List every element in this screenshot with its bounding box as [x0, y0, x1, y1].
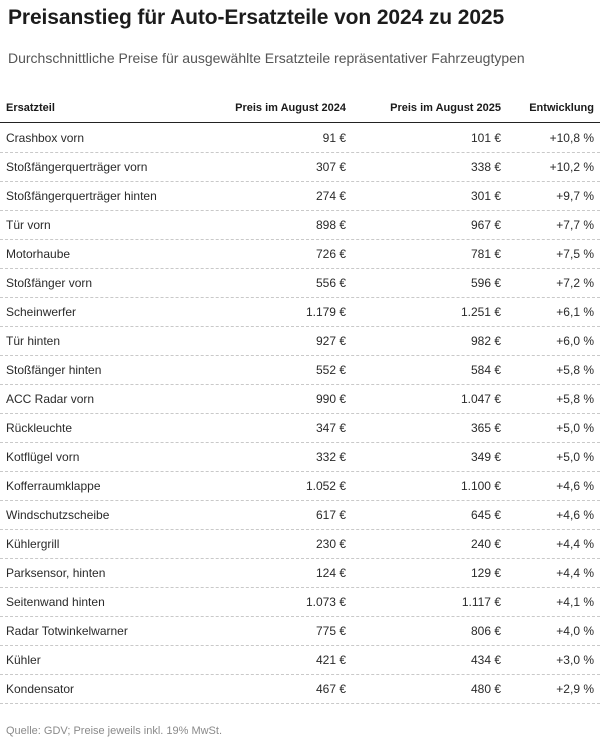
change-cell: +4,4 %: [556, 566, 594, 580]
header-preis-2025: Preis im August 2025: [390, 102, 501, 114]
part-name-cell: Rückleuchte: [6, 421, 73, 435]
part-name-cell: Radar Totwinkelwarner: [6, 624, 128, 638]
part-name-cell: Stoßfänger vorn: [6, 276, 93, 290]
change-cell: +6,1 %: [556, 305, 594, 319]
price-2024-cell: 556 €: [315, 276, 346, 290]
price-2024-cell: 726 €: [315, 247, 346, 261]
change-cell: +6,0 %: [556, 334, 594, 348]
table-row: [0, 211, 600, 240]
part-name-cell: Tür hinten: [6, 334, 61, 348]
price-2025-cell: 101 €: [470, 131, 501, 145]
price-2025-cell: 301 €: [470, 189, 501, 203]
price-2025-cell: 967 €: [470, 218, 501, 232]
change-cell: +7,2 %: [556, 276, 594, 290]
price-2024-cell: 467 €: [315, 682, 346, 696]
chart-subtitle: Durchschnittliche Preise für ausgewählte Ersatzteile repräsentativer Fahrzeugtypen: [8, 50, 525, 66]
table-row: [0, 182, 600, 211]
part-name-cell: Stoßfänger hinten: [6, 363, 102, 377]
price-2025-cell: 349 €: [470, 450, 501, 464]
table-row: [0, 646, 600, 675]
table-row: [0, 501, 600, 530]
part-name-cell: Kofferraumklappe: [6, 479, 101, 493]
price-2024-cell: 1.052 €: [305, 479, 346, 493]
price-2024-cell: 347 €: [315, 421, 346, 435]
price-2024-cell: 552 €: [315, 363, 346, 377]
change-cell: +4,0 %: [556, 624, 594, 638]
source-note: Quelle: GDV; Preise jeweils inkl. 19% MwSt.: [6, 725, 222, 737]
table-row: [0, 298, 600, 327]
price-2024-cell: 307 €: [315, 160, 346, 174]
change-cell: +7,7 %: [556, 218, 594, 232]
price-2024-cell: 1.073 €: [305, 595, 346, 609]
change-cell: +4,6 %: [556, 508, 594, 522]
change-cell: +9,7 %: [556, 189, 594, 203]
change-cell: +5,0 %: [556, 421, 594, 435]
price-2025-cell: 781 €: [470, 247, 501, 261]
table-row: [0, 124, 600, 153]
change-cell: +2,9 %: [556, 682, 594, 696]
part-name-cell: Kühler: [6, 653, 41, 667]
price-2024-cell: 124 €: [315, 566, 346, 580]
change-cell: +10,2 %: [549, 160, 594, 174]
table-row: [0, 559, 600, 588]
part-name-cell: Crashbox vorn: [6, 131, 85, 145]
change-cell: +3,0 %: [556, 653, 594, 667]
table-row: [0, 356, 600, 385]
price-2024-cell: 617 €: [315, 508, 346, 522]
price-2024-cell: 927 €: [315, 334, 346, 348]
price-2025-cell: 1.100 €: [460, 479, 501, 493]
table-row: [0, 617, 600, 646]
price-2025-cell: 480 €: [470, 682, 501, 696]
chart-title: Preisanstieg für Auto-Ersatzteile von 2024 zu 2025: [8, 6, 505, 29]
part-name-cell: Seitenwand hinten: [6, 595, 105, 609]
table-row: [0, 675, 600, 704]
part-name-cell: Stoßfängerquerträger vorn: [6, 160, 148, 174]
price-2025-cell: 645 €: [470, 508, 501, 522]
price-2024-cell: 1.179 €: [305, 305, 346, 319]
price-2024-cell: 332 €: [315, 450, 346, 464]
price-2024-cell: 898 €: [315, 218, 346, 232]
table-row: [0, 240, 600, 269]
price-2024-cell: 274 €: [315, 189, 346, 203]
price-2024-cell: 775 €: [315, 624, 346, 638]
table-row: [0, 588, 600, 617]
price-2025-cell: 584 €: [470, 363, 501, 377]
part-name-cell: ACC Radar vorn: [6, 392, 95, 406]
price-2025-cell: 1.117 €: [461, 595, 501, 609]
part-name-cell: Scheinwerfer: [6, 305, 77, 319]
price-2025-cell: 365 €: [470, 421, 501, 435]
price-2024-cell: 230 €: [315, 537, 346, 551]
table-row: [0, 153, 600, 182]
header-entwicklung: Entwicklung: [529, 102, 594, 114]
table-row: [0, 530, 600, 559]
price-2025-cell: 434 €: [470, 653, 501, 667]
price-2025-cell: 982 €: [470, 334, 501, 348]
table-row: [0, 327, 600, 356]
header-preis-2024: Preis im August 2024: [235, 102, 346, 114]
part-name-cell: Kondensator: [6, 682, 75, 696]
price-2024-cell: 91 €: [322, 131, 346, 145]
change-cell: +10,8 %: [549, 131, 594, 145]
price-2025-cell: 338 €: [470, 160, 501, 174]
change-cell: +5,8 %: [556, 392, 594, 406]
table-row: [0, 414, 600, 443]
price-2025-cell: 806 €: [470, 624, 501, 638]
price-2024-cell: 990 €: [315, 392, 346, 406]
change-cell: +5,0 %: [556, 450, 594, 464]
header-ersatzteil: Ersatzteil: [6, 102, 55, 114]
part-name-cell: Motorhaube: [6, 247, 71, 261]
change-cell: +4,6 %: [556, 479, 594, 493]
table-body: [0, 124, 600, 704]
part-name-cell: Parksensor, hinten: [6, 566, 106, 580]
price-2025-cell: 1.251 €: [460, 305, 501, 319]
table-row: [0, 443, 600, 472]
price-2024-cell: 421 €: [315, 653, 346, 667]
table-row: [0, 385, 600, 414]
price-2025-cell: 596 €: [470, 276, 501, 290]
part-name-cell: Tür vorn: [6, 218, 51, 232]
part-name-cell: Kühlergrill: [6, 537, 60, 551]
table-row: [0, 472, 600, 501]
part-name-cell: Windschutzscheibe: [6, 508, 110, 522]
change-cell: +7,5 %: [556, 247, 594, 261]
change-cell: +5,8 %: [556, 363, 594, 377]
table-row: [0, 269, 600, 298]
part-name-cell: Stoßfängerquerträger hinten: [6, 189, 157, 203]
change-cell: +4,1 %: [556, 595, 594, 609]
price-2025-cell: 1.047 €: [460, 392, 501, 406]
change-cell: +4,4 %: [556, 537, 594, 551]
table-header: [0, 94, 600, 123]
price-2025-cell: 240 €: [470, 537, 501, 551]
price-2025-cell: 129 €: [470, 566, 501, 580]
part-name-cell: Kotflügel vorn: [6, 450, 80, 464]
